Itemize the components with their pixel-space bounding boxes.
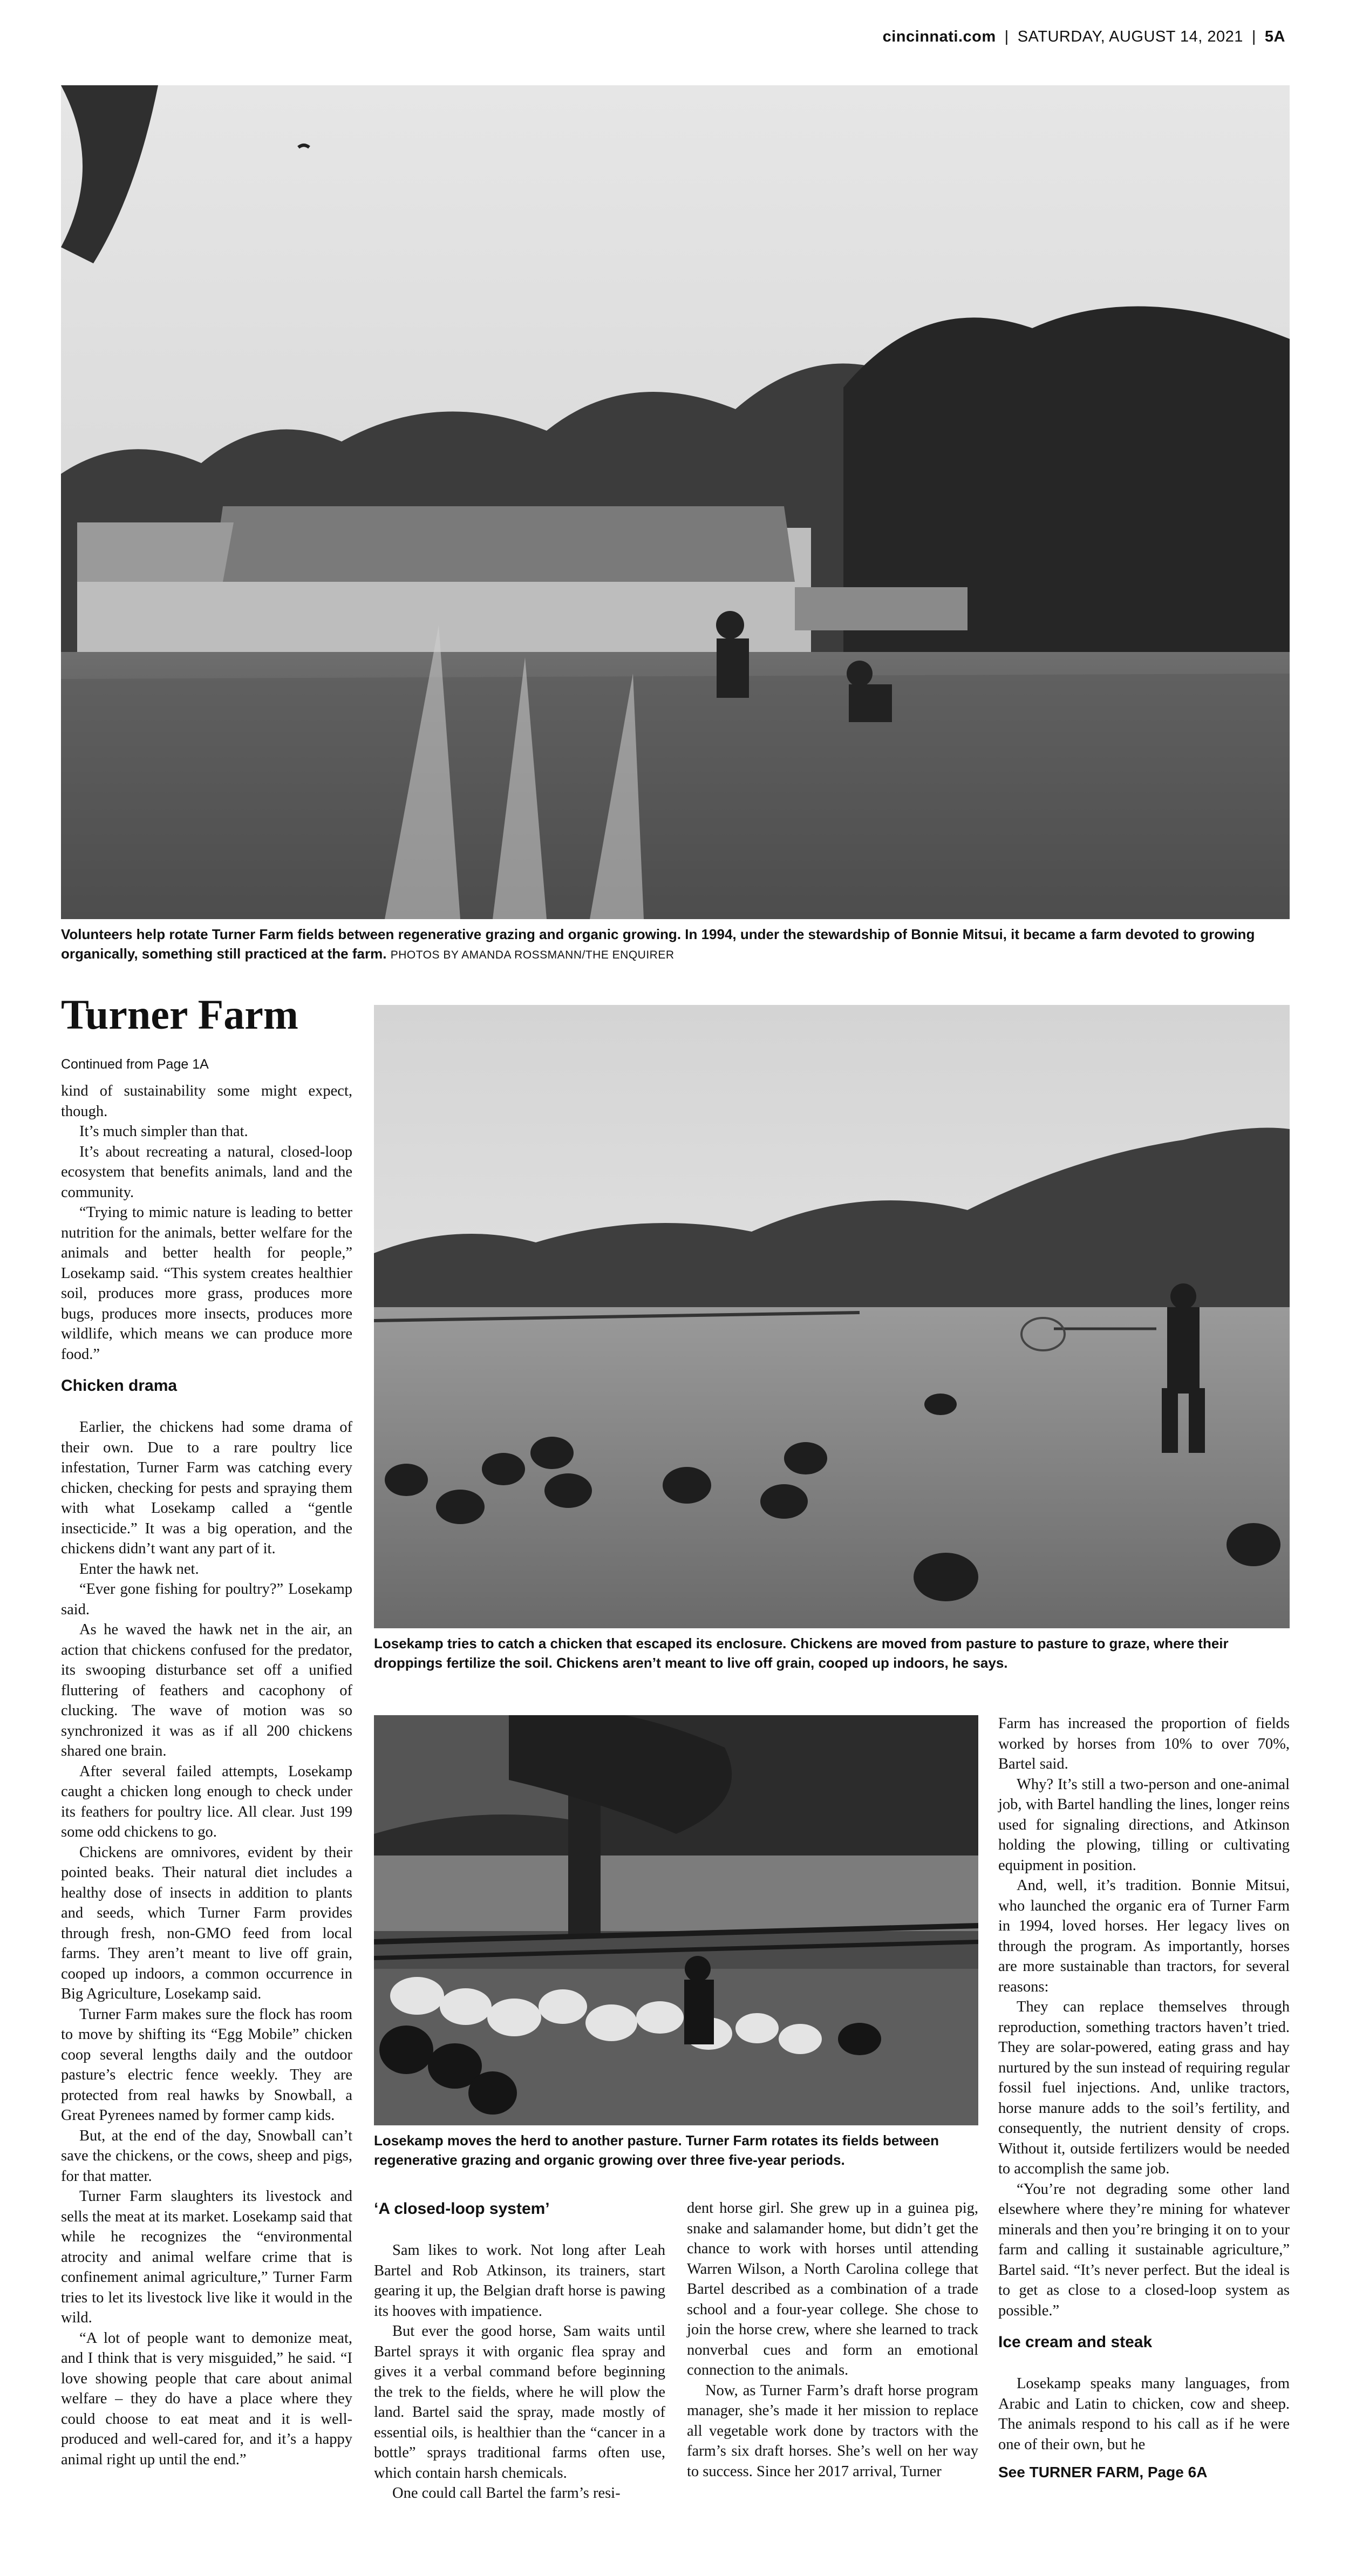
- paragraph: Farm has increased the proportion of fields worked by horses from 10% to over 70%, Bartel said.: [998, 1715, 1290, 1772]
- paragraph: And, well, it’s tradition. Bonnie Mitsui, who launched the organic era of Turner Farm in 1994, loved horses. Her legacy lives on through the program. As importantly, horses are more sustainable than tractors, for several reasons:: [998, 1877, 1290, 1995]
- article-column-4: [998, 1714, 1290, 2483]
- paragraph: “Trying to mimic nature is leading to better nutrition for the animals, better welfare for the animals and better health for people,” Losekamp said. “This system creates healthier soil, produces more grass, produces more bugs, produces more insects, produces more wildlife, which means we can produce more food.”: [61, 1204, 352, 1363]
- paragraph: Chickens are omnivores, evident by their pointed beaks. Their natural diet includes a healthy dose of insects in addition to plants and seeds, which Turner Farm provides through fresh, non-GMO feed from local farms. They aren’t meant to live off grain, cooped up indoors, a common occurrence in Big Agriculture, Losekamp said.: [61, 1844, 352, 2002]
- top-photo-caption: [61, 925, 1290, 965]
- top-caption-text: Volunteers help rotate Turner Farm fields between regenerative grazing and organic growing. In 1994, under the stewardship of Bonnie Mitsui, it became a farm devoted to growing organically, something still practiced at the farm.: [61, 926, 1255, 962]
- article-column-2: [374, 2198, 665, 2504]
- jump-line-link[interactable]: See TURNER FARM, Page 6A: [998, 2464, 1208, 2480]
- paragraph: But, at the end of the day, Snowball can’t save the chickens, or the cows, sheep and pigs, for that matter.: [61, 2127, 352, 2185]
- paragraph: Turner Farm slaughters its livestock and sells the meat at its market. Losekamp said that while he recognizes the “environmental atrocity and animal welfare crime that is confinement animal agriculture,” Turner Farm tries to let its livestock live like it would in the wild.: [61, 2188, 352, 2326]
- paragraph: Earlier, the chickens had some drama of their own. Due to a rare poultry lice infestation, Turner Farm was catching every chicken, checking for pests and spraying them with what Losekamp called a “gentle insecticide.” It was a big operation, and the chickens didn’t want any part of it.: [61, 1419, 352, 1557]
- page-header: cincinnati.com | SATURDAY, AUGUST 14, 2021 | 5A: [882, 28, 1285, 45]
- paragraph: It’s much simpler than that.: [79, 1123, 248, 1140]
- article-column-1: [61, 1081, 352, 2470]
- paragraph: Sam likes to work. Not long after Leah Bartel and Rob Atkinson, its trainers, start gearing it up, the Belgian draft horse is pawing its hooves with impatience.: [374, 2242, 665, 2320]
- sheep-photo: [374, 1715, 978, 2125]
- top-photo-image: [61, 85, 1290, 919]
- paragraph: “A lot of people want to demonize meat, and I think that is very misguided,” he said. “I love showing people that care about animal welfare – they do have a place where they could choose to eat meat and it is well-produced and well-cared for, and it’s a happy animal right up until the end.”: [61, 2329, 352, 2468]
- subhead-closed-loop: ‘A closed-loop system’: [374, 2200, 550, 2218]
- paragraph: Losekamp speaks many languages, from Arabic and Latin to chicken, cow and sheep. The animals respond to his call as if he were one of their own, but he: [998, 2375, 1290, 2453]
- paragraph: After several failed attempts, Losekamp caught a chicken long enough to check under its feathers for poultry lice. All clear. Just 199 some odd chickens to go.: [61, 1763, 352, 1840]
- sheep-photo-image: [374, 1715, 978, 2125]
- subhead-chicken-drama: Chicken drama: [61, 1377, 178, 1395]
- article-column-3: [687, 2198, 978, 2482]
- paragraph: kind of sustainability some might expect, though.: [61, 1083, 352, 1120]
- paragraph: As he waved the hawk net in the air, an action that chickens confused for the predator, its swooping disturbance set off a unified fluttering of feathers and cacophony of clucking. The wave of motion was so synchronized it was as if all 200 chickens shared one brain.: [61, 1621, 352, 1759]
- site-name[interactable]: cincinnati.com: [882, 28, 996, 45]
- subhead-ice-cream: Ice cream and steak: [998, 2333, 1153, 2351]
- paragraph: Turner Farm makes sure the flock has room to move by shifting its “Egg Mobile” chicken coop several lengths daily and the outdoor pasture’s electric fence weekly. They are protected from real hawks by Snowball, a Great Pyrenees named by former camp kids.: [61, 2006, 352, 2124]
- paragraph: “You’re not degrading some other land elsewhere where they’re mining for whatever minerals and then you’re bringing it on to your farm and calling it sustainable agriculture,” Bartel said. “It’s never perfect. But the ideal is to get as close to a closed-loop system as possible.”: [998, 2180, 1290, 2319]
- sheep-photo-caption: Losekamp moves the herd to another pasture. Turner Farm rotates its fields between regenerative grazing and organic growing over three five-year periods.: [374, 2132, 939, 2168]
- paragraph: Why? It’s still a two-person and one-animal job, with Bartel handling the lines, longer reins used for signaling directions, and Atkinson holding the plowing, tilling or cultivating equipment in position.: [998, 1776, 1290, 1874]
- chickens-photo-caption: Losekamp tries to catch a chicken that escaped its enclosure. Chickens are moved from pasture to pasture to graze, where their droppings fertilize the soil. Chickens aren’t meant to live off grain, cooped up indoors, he says.: [374, 1635, 1229, 1671]
- continued-from[interactable]: Continued from Page 1A: [61, 1057, 209, 1072]
- photo-credit: PHOTOS BY AMANDA ROSSMANN/THE ENQUIRER: [390, 949, 674, 961]
- chickens-photo: [374, 1005, 1290, 1628]
- paragraph: Now, as Turner Farm’s draft horse program manager, she’s made it her mission to replace all vegetable work done by tractors with the farm’s six draft horses. She’s well on her way to success. Since her 2017 arrival, Turner: [687, 2382, 978, 2480]
- paragraph: But ever the good horse, Sam waits until Bartel sprays it with organic flea spray and gives it a verbal command before beginning the trek to the fields, where he will plow the land. Bartel said the spray, made mostly of essential oils, is healthier than the “cancer in a bottle” sprays traditional farms often use, which contain harsh chemicals.: [374, 2323, 665, 2482]
- paragraph: “Ever gone fishing for poultry?” Losekamp said.: [61, 1581, 352, 1618]
- top-photo: [61, 85, 1290, 919]
- paragraph: One could call Bartel the farm’s resi-: [392, 2485, 621, 2502]
- paragraph: dent horse girl. She grew up in a guinea pig, snake and salamander home, but didn’t get the chance to work with horses until attending Warren Wilson, a North Carolina college that Bartel described as a combination of a trade school and a four-year college. She chose to join the horse crew, where she learned to track nonverbal cues and form an emotional connection to the animals.: [687, 2200, 978, 2378]
- paragraph: It’s about recreating a natural, closed-loop ecosystem that benefits animals, land and the community.: [61, 1143, 352, 1201]
- page-number: 5A: [1264, 28, 1285, 45]
- chickens-photo-image: [374, 1005, 1290, 1628]
- paragraph: They can replace themselves through reproduction, something tractors haven’t tried. They are solar-powered, eating grass and hay nurtured by the sun instead of requiring regular fossil fuel injections. And, unlike tractors, horse manure adds to the soil’s fertility, and consequently, the nutrient density of crops. Without it, outside fertilizers would be needed to accomplish the same job.: [998, 1999, 1290, 2177]
- headline: Turner Farm: [61, 991, 298, 1038]
- issue-date: SATURDAY, AUGUST 14, 2021: [1017, 28, 1243, 45]
- paragraph: Enter the hawk net.: [79, 1560, 199, 1578]
